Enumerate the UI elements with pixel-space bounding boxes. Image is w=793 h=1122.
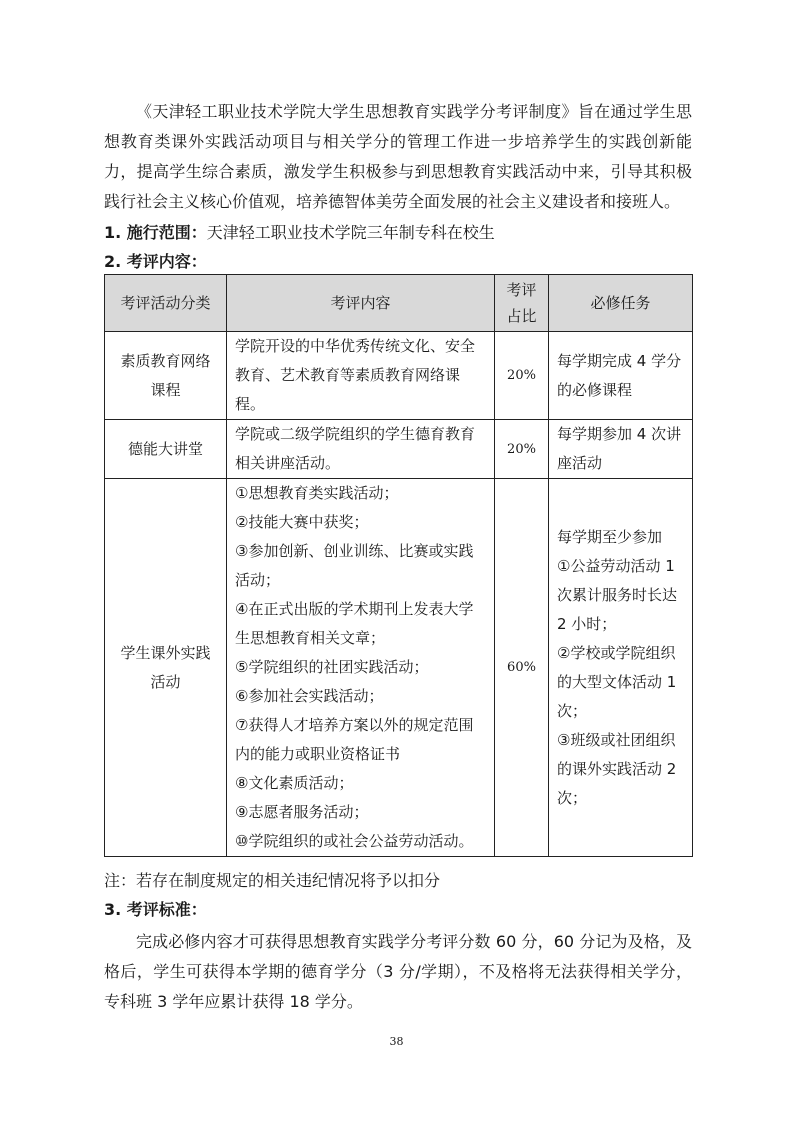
table-row — [105, 332, 693, 420]
header-ratio: 考评占比 — [495, 275, 549, 332]
evaluation-table — [104, 274, 693, 857]
row-content: 学院或二级学院组织的学生德育教育相关讲座活动。 — [227, 420, 495, 479]
section3-heading: 3. 考评标准： — [104, 900, 207, 919]
row-content: 学院开设的中华优秀传统文化、安全教育、艺术教育等素质教育网络课程。 — [227, 332, 495, 420]
page-number: 38 — [389, 1035, 404, 1048]
row-task-list — [549, 479, 693, 857]
header-category: 考评活动分类 — [105, 275, 227, 332]
header-content: 考评内容 — [227, 275, 495, 332]
list-item: ①公益劳动活动 1 次累计服务时长达 2 小时； — [557, 556, 678, 633]
table-header-row — [105, 275, 693, 332]
intro-paragraph: 《天津轻工职业技术学院大学生思想教育实践学分考评制度》旨在通过学生思想教育类课外实践活动项目与相关学分的管理工作进一步培养学生的实践创新能力，提高学生综合素质，激发学生积极参与到思想教育实践活动中来，引导其积极践行社会主义核心价值观，培养德智体美劳全面发展的社会主义建设者和接班人。 — [104, 102, 692, 211]
list-item: ②技能大赛中获奖； — [235, 513, 369, 531]
list-item: ③参加创新、创业训练、比赛或实践活动； — [235, 542, 474, 589]
list-item: ⑧文化素质活动； — [235, 774, 354, 792]
list-item: ⑦获得人才培养方案以外的规定范围内的能力或职业资格证书 — [235, 716, 474, 763]
list-item: ⑤学院组织的社团实践活动； — [235, 658, 429, 676]
scope-label: 1. 施行范围： — [104, 223, 207, 242]
list-item: ⑨志愿者服务活动； — [235, 803, 369, 821]
row-ratio: 20% — [495, 420, 549, 479]
table-row — [105, 479, 693, 857]
section2-heading: 2. 考评内容： — [104, 252, 207, 271]
row-category: 素质教育网络课程 — [105, 332, 227, 420]
row-task: 每学期参加 4 次讲座活动 — [549, 420, 693, 479]
row-ratio: 20% — [495, 332, 549, 420]
table-row — [105, 420, 693, 479]
row-category: 学生课外实践活动 — [105, 479, 227, 857]
list-item: ⑩学院组织的或社会公益劳动活动。 — [235, 832, 474, 850]
row-content-list — [227, 479, 495, 857]
list-item: 每学期至少参加 — [557, 527, 663, 546]
standard-paragraph: 完成必修内容才可获得思想教育实践学分考评分数 60 分，60 分记为及格，及格后，学生可获得本学期的德育学分（3 分/学期），不及格将无法获得相关学分，专科班 3 学年应累计获得 18 学分。 — [104, 932, 692, 1011]
list-item: ③班级或社团组织的课外实践活动 2 次； — [557, 730, 677, 807]
list-item: ⑥参加社会实践活动； — [235, 687, 384, 705]
row-ratio: 60% — [495, 479, 549, 857]
list-item: ①思想教育类实践活动； — [235, 484, 399, 502]
scope-line — [104, 221, 495, 245]
row-task: 每学期完成 4 学分的必修课程 — [549, 332, 693, 420]
scope-text: 天津轻工职业技术学院三年制专科在校生 — [206, 223, 495, 242]
header-task: 必修任务 — [549, 275, 693, 332]
table-note: 注：若存在制度规定的相关违纪情况将予以扣分 — [104, 871, 441, 890]
list-item: ②学校或学院组织的大型文体活动 1 次； — [557, 643, 677, 720]
list-item: ④在正式出版的学术期刊上发表大学生思想教育相关文章； — [235, 600, 474, 647]
row-category: 德能大讲堂 — [105, 420, 227, 479]
